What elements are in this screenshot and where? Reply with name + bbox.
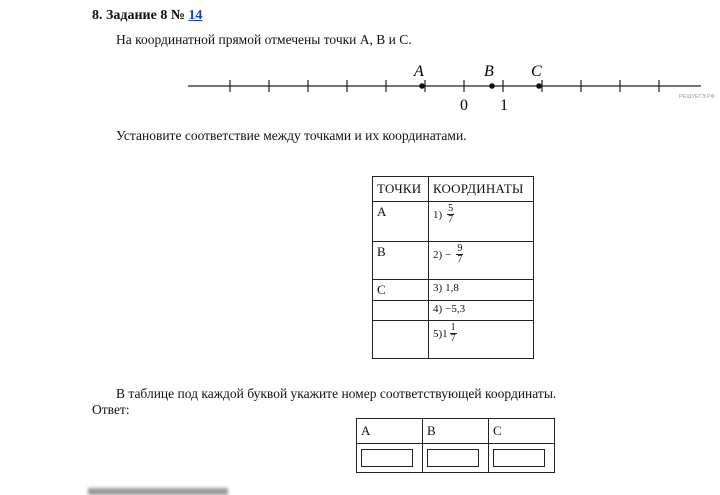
match-table — [372, 176, 534, 359]
option-prefix: 5) — [433, 327, 443, 340]
number-line — [185, 58, 715, 120]
table-row — [373, 301, 534, 321]
label-zero: 0 — [460, 97, 468, 114]
option-cell — [429, 321, 534, 359]
fraction: $\frac{9}{7}$ — [457, 243, 463, 265]
task-instruction: Установите соответствие между точками и их координатами. — [116, 128, 467, 143]
fraction: $\frac{1}{7}$ — [450, 322, 456, 344]
point-cell — [373, 301, 429, 321]
point-cell: В — [373, 242, 429, 280]
label-a: A — [414, 63, 424, 80]
next-task-cutoff — [88, 488, 228, 495]
option-prefix: 1) — [433, 208, 443, 221]
point-cell: С — [373, 280, 429, 301]
point-b-dot — [489, 83, 495, 89]
header-coordinates: КООРДИНАТЫ — [429, 177, 534, 202]
table-row — [373, 202, 534, 242]
answer-table — [356, 418, 555, 473]
table-row — [373, 280, 534, 301]
label-b: B — [484, 63, 494, 80]
answer-input-a[interactable] — [361, 449, 413, 467]
option-cell — [429, 242, 534, 280]
fraction: $\frac{5}{7}$ — [448, 203, 454, 225]
point-a-dot — [419, 83, 425, 89]
point-cell — [373, 321, 429, 359]
watermark: РЕШУЕГЭ.РФ — [679, 94, 715, 100]
answer-input-b[interactable] — [427, 449, 479, 467]
task-intro: На координатной прямой отмечены точки А, В и С. — [116, 32, 412, 47]
answer-header-b: В — [423, 419, 489, 444]
answer-header-c: С — [489, 419, 555, 444]
answer-header-a: А — [357, 419, 423, 444]
task-title — [92, 8, 202, 24]
point-cell: А — [373, 202, 429, 242]
option-cell — [429, 202, 534, 242]
header-points: ТОЧКИ — [373, 177, 429, 202]
option-prefix: 4) — [433, 303, 443, 315]
task-number-link[interactable]: 14 — [188, 8, 203, 23]
option-prefix: 3) — [433, 282, 443, 294]
table-row — [373, 321, 534, 359]
option-whole: 1 — [442, 327, 448, 340]
table-row — [373, 242, 534, 280]
answer-instruction: В таблице под каждой буквой укажите номер соответствующей координаты. — [116, 386, 557, 401]
answer-label: Ответ: — [92, 402, 130, 417]
answer-input-c[interactable] — [493, 449, 545, 467]
task-title-prefix: 8. Задание 8 № — [92, 8, 185, 23]
match-table-header — [373, 177, 534, 202]
label-one: 1 — [500, 97, 508, 114]
option-value: 1,8 — [445, 282, 459, 294]
option-sign: − — [445, 248, 452, 261]
option-value: −5,3 — [445, 303, 466, 315]
option-cell — [429, 301, 534, 321]
point-c-dot — [536, 83, 542, 89]
option-cell — [429, 280, 534, 301]
option-prefix: 2) — [433, 248, 443, 261]
label-c: C — [531, 63, 542, 80]
